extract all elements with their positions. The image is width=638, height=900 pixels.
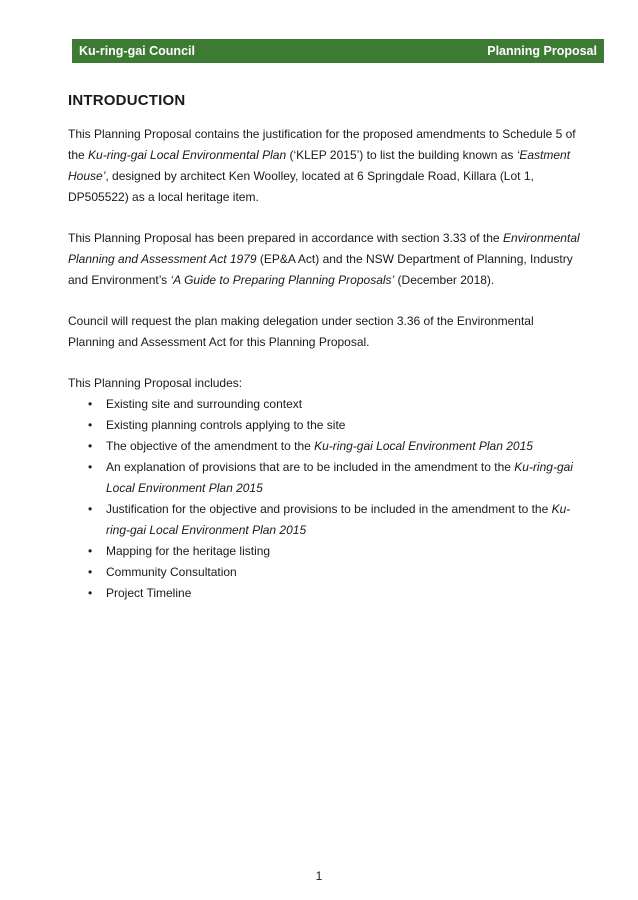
paragraph-accordance: This Planning Proposal has been prepared in accordance with section 3.33 of the Environmental Planning and Assessment Act 1979 (EP&A Act) and the NSW Department of Planning, Industry and Environment’s ‘A Guide to Preparing Planning Proposals’ (December 2018). — [68, 231, 580, 287]
list-item: • Existing site and surrounding context — [68, 394, 583, 415]
list-item: • Community Consultation — [68, 562, 583, 583]
list-item: • Mapping for the heritage listing — [68, 541, 583, 562]
includes-list — [68, 394, 583, 604]
list-item: • The objective of the amendment to the Ku-ring-gai Local Environment Plan 2015 — [68, 436, 583, 457]
section-title: INTRODUCTION — [68, 92, 186, 109]
list-item: • An explanation of provisions that are to be included in the amendment to the Ku-ring-gai Local Environment Plan 2015 — [68, 457, 583, 499]
list-item: • Justification for the objective and provisions to be included in the amendment to the Ku-ring-gai Local Environment Plan 2015 — [68, 499, 583, 541]
bullet-icon: • — [88, 460, 93, 474]
list-intro: This Planning Proposal includes: — [68, 376, 243, 390]
bullet-icon: • — [88, 502, 93, 516]
paragraph-intro: This Planning Proposal contains the justification for the proposed amendments to Schedule 5 of the Ku-ring-gai Local Environmental Plan (‘KLEP 2015’) to list the building known as ‘Eastment House’, designed by architect Ken Woolley, located at 6 Springdale Road, Killara (Lot 1, DP505522) as a local heritage item. — [68, 127, 576, 204]
list-item: • Existing planning controls applying to the site — [68, 415, 583, 436]
document-body — [68, 124, 583, 604]
paragraph-delegation: Council will request the plan making delegation under section 3.36 of the Environmental Planning and Assessment Act for this Planning Proposal. — [68, 314, 534, 349]
bullet-icon: • — [88, 565, 93, 579]
list-item: • Project Timeline — [68, 583, 583, 604]
page-number: 1 — [315, 869, 323, 883]
bullet-icon: • — [88, 418, 93, 432]
bullet-icon: • — [88, 439, 93, 453]
page-header — [72, 39, 604, 63]
document-type: Planning Proposal — [487, 44, 597, 58]
council-name: Ku-ring-gai Council — [79, 44, 195, 58]
bullet-icon: • — [88, 544, 93, 558]
bullet-icon: • — [88, 586, 93, 600]
bullet-icon: • — [88, 397, 93, 411]
